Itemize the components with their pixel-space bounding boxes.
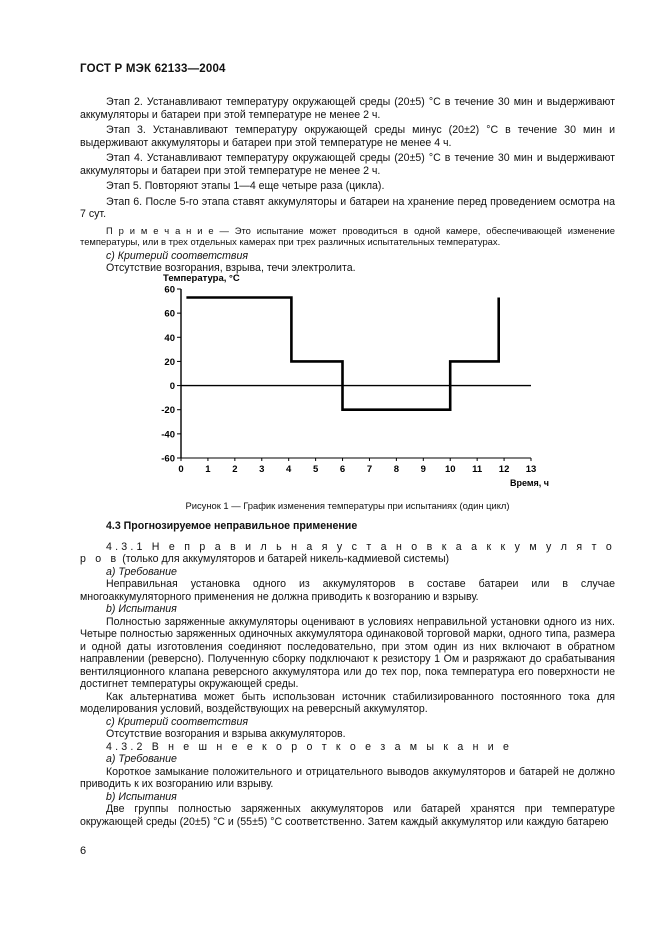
x-tick-label: 8 [393,464,400,475]
y-tick-label: 60 [164,284,175,296]
stage-2-paragraph: Этап 2. Устанавливают температуру окружающей среды (20±5) °С в течение 30 мин и выдерживают аккумуляторы и батареи при этой температуре не менее 2 ч. [80,96,615,121]
note-text: — Это испытание может проводиться в одной камере, обеспечивающей изменение температуры, или в трех отдельных камерах при трех различных испытательных температурах. [80,224,615,247]
stage-3-paragraph: Этап 3. Устанавливают температуру окружающей среды минус (20±2) °С в течение 30 мин и выдерживают аккумуляторы и батареи при этой температуре не менее 4 ч. [80,124,615,149]
x-tick-label: 6 [339,464,346,475]
y-tick-label: -60 [161,453,175,465]
x-tick-label: 2 [232,464,238,475]
x-tick-label: 10 [444,464,456,475]
clause-4-3-1-title: 4.3.1 Н е п р а в и л ь н а я у с т а н о в к а а к к у м у л я т о р о в [80,540,615,565]
x-tick-label: 4 [286,464,292,475]
clause-4-3-1-test-label: b) Испытания [106,603,177,615]
clause-4-3-2-test-text: Две группы полностью заряженных аккумуляторов или батарей хранятся при температуре окружающей среды (20±5) °С и (55±5) °С соответственно. Затем каждый аккумулятор или каждую батарею [80,803,615,828]
stage-6-paragraph: Этап 6. После 5-го этапа ставят аккумуляторы и батареи на хранение перед проведением осмотра на 7 сут. [80,195,615,220]
stage-4-paragraph: Этап 4. Устанавливают температуру окружающей среды (20±5) °С в течение 30 мин и выдерживают аккумуляторы и батареи при этой температуре не менее 2 ч. [80,152,615,177]
x-tick-label: 7 [366,464,373,475]
section-4-3 [80,520,615,828]
clause-4-3-1-test-text: Полностью заряженные аккумуляторы оценивают в условиях неправильной установки одного из них. Четыре полностью заряженных одиночных аккумулятора одинаковой торговой марки, одного типа, размера и одной даты изготовления соединяют последовательно, при этом один из них включают в обратном направлении (реверсно). Полученную сборку подключают к резистору 1 Ом и разряжают до срабатывания вентиляционного клапана реверсного аккумулятора или до тех пор, пока температура его поверхности не достигнет температуры окружающей среды. [80,615,615,690]
clause-4-3-2-req-label: a) Требование [106,753,177,765]
x-tick-label: 9 [420,464,426,475]
y-tick-label: -40 [161,429,175,441]
y-tick-label: 0 [169,381,175,393]
clause-4-3-1-scope: (только для аккумуляторов и батарей никель-кадмиевой системы) [119,553,450,565]
x-tick-label: 0 [178,464,184,475]
clause-4-3-2-test-label: b) Испытания [106,790,177,803]
note-label: П р и м е ч а н и е [106,224,214,236]
y-tick-label: 20 [164,356,175,368]
clause-4-3-1-crit-label: c) Критерий соответствия [106,715,249,728]
y-tick-label: -20 [161,405,175,417]
x-tick-label: 1 [205,464,211,475]
y-tick-label: 60 [164,308,175,320]
x-tick-label: 13 [525,464,537,475]
chart-y-axis-label: Температура, °С [163,273,240,284]
criteria-1-text: Отсутствие возгорания, взрыва, течи электролита. [106,262,356,274]
clause-4-3-1-req-label: a) Требование [106,565,177,578]
clause-4-3-2-title: 4.3.2 В н е ш н е е к о р о т к о е з а м ы к а н и е [106,740,513,753]
page-number: 6 [80,845,87,857]
x-tick-label: 11 [472,464,483,475]
x-tick-label: 5 [312,464,319,475]
x-tick-label: 12 [498,464,510,475]
clause-4-3-1-req-text: Неправильная установка одного из аккумуляторов в составе батареи или в случае многоаккумуляторного применения не должна приводить к возгоранию и взрыву. [80,578,615,603]
section-4-3-title: 4.3 Прогнозируемое неправильное применение [106,520,358,532]
y-tick-label: 40 [164,332,175,344]
stage-5-paragraph: Этап 5. Повторяют этапы 1—4 еще четыре раза (цикла). [106,180,385,192]
clause-4-3-1-crit-text: Отсутствие возгорания и взрыва аккумуляторов. [106,728,346,740]
x-tick-label: 3 [259,464,265,475]
temperature-series-line [186,298,498,410]
clause-4-3-1-heading [80,541,615,566]
document-header: ГОСТ Р МЭК 62133—2004 [80,63,226,75]
figure-caption: Рисунок 1 — График изменения температуры при испытаниях (один цикл) [185,500,510,511]
chart-x-axis-label: Время, ч [510,478,550,488]
clause-4-3-2-req-text: Короткое замыкание положительного и отрицательного выводов аккумуляторов и батарей не должно приводить к их возгоранию или взрыву. [80,765,615,790]
criteria-1-label: c) Критерий соответствия [106,249,249,262]
clause-4-3-1-alt-text: Как альтернатива может быть использован источник стабилизированного постоянного тока для моделирования условий, воздействующих на реверсный аккумулятор. [80,690,615,715]
